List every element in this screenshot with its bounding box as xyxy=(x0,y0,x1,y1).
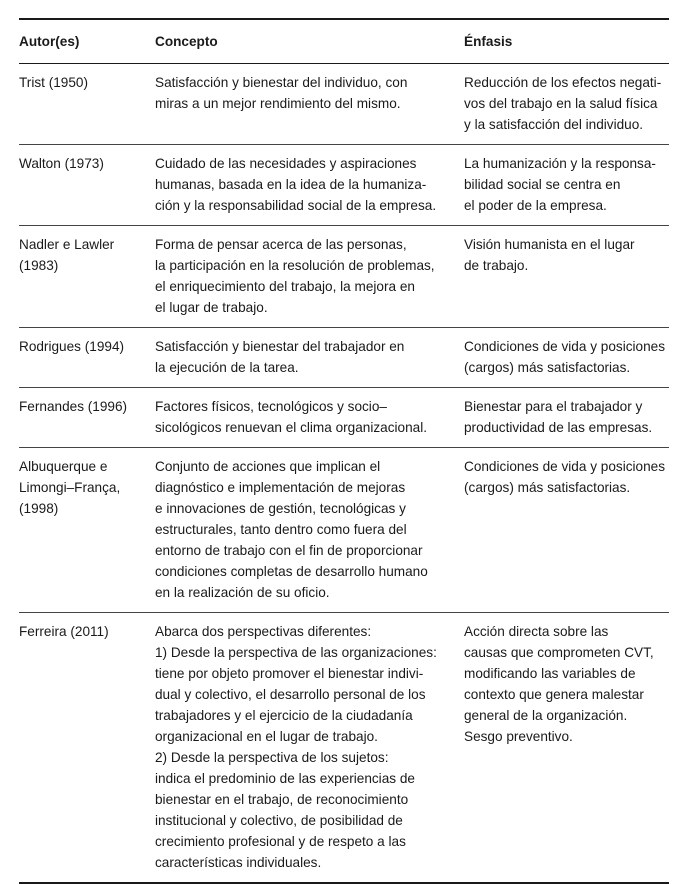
concept-cell xyxy=(155,226,464,327)
author-cell xyxy=(19,448,155,612)
concept-cell-line: características individuales. xyxy=(155,855,322,870)
emphasis-cell-line: Acción directa sobre las xyxy=(464,624,609,639)
emphasis-cell-line: Condiciones de vida y posiciones xyxy=(464,339,666,354)
concept-cell-line: trabajadores y el ejercicio de la ciudadanía xyxy=(155,708,413,723)
author-cell-line: (1983) xyxy=(19,258,59,273)
emphasis-cell-line: de trabajo. xyxy=(464,258,529,273)
author-cell-line: Walton (1973) xyxy=(19,156,104,171)
emphasis-cell xyxy=(464,388,669,447)
concept-cell xyxy=(155,388,464,447)
emphasis-cell-line: productividad de las empresas. xyxy=(464,420,653,435)
emphasis-cell xyxy=(464,328,669,387)
emphasis-cell-line: el poder de la empresa. xyxy=(464,198,607,213)
table-row xyxy=(19,144,669,225)
concept-cell-line: organizacional en el lugar de trabajo. xyxy=(155,729,378,744)
concept-cell-line: el enriquecimiento del trabajo, la mejora en xyxy=(155,279,415,294)
emphasis-cell xyxy=(464,226,669,327)
table-header-row xyxy=(19,20,669,63)
author-cell-line: Nadler e Lawler xyxy=(19,237,115,252)
concept-cell-line: humanas, basada en la idea de la humaniza- xyxy=(155,177,427,192)
emphasis-cell xyxy=(464,145,669,225)
emphasis-cell-line: contexto que genera malestar xyxy=(464,687,644,702)
table-row xyxy=(19,327,669,387)
concept-cell-line: diagnóstico e implementación de mejoras xyxy=(155,480,406,495)
header-concept: Concepto xyxy=(155,34,218,49)
author-cell xyxy=(19,328,155,387)
emphasis-cell-line: Reducción de los efectos negati- xyxy=(464,75,662,90)
concept-cell-line: bienestar en el trabajo, de reconocimiento xyxy=(155,792,409,807)
concept-cell xyxy=(155,613,464,882)
concept-cell-line: el lugar de trabajo. xyxy=(155,300,268,315)
author-cell-line: Albuquerque e xyxy=(19,459,108,474)
author-cell-line: Trist (1950) xyxy=(19,75,88,90)
table-body xyxy=(19,64,669,882)
emphasis-cell-line: Sesgo preventivo. xyxy=(464,729,573,744)
concept-cell-line: la participación en la resolución de problemas, xyxy=(155,258,435,273)
emphasis-cell xyxy=(464,64,669,144)
author-cell xyxy=(19,64,155,144)
concept-cell-line: Factores físicos, tecnológicos y socio– xyxy=(155,399,387,414)
concept-cell xyxy=(155,328,464,387)
emphasis-cell-line: modificando las variables de xyxy=(464,666,636,681)
header-emphasis: Énfasis xyxy=(464,34,513,49)
table-row xyxy=(19,612,669,882)
author-cell xyxy=(19,226,155,327)
concept-cell-line: 1) Desde la perspectiva de las organizaciones: xyxy=(155,645,437,660)
concept-cell-line: entorno de trabajo con el fin de proporcionar xyxy=(155,543,423,558)
emphasis-cell-line: Condiciones de vida y posiciones xyxy=(464,459,666,474)
table-row xyxy=(19,387,669,447)
author-cell xyxy=(19,388,155,447)
concept-cell xyxy=(155,145,464,225)
concept-cell-line: tiene por objeto promover el bienestar indivi- xyxy=(155,666,424,681)
concept-cell-line: Abarca dos perspectivas diferentes: xyxy=(155,624,372,639)
emphasis-cell-line: Visión humanista en el lugar xyxy=(464,237,635,252)
emphasis-cell xyxy=(464,613,669,882)
concept-cell-line: Satisfacción y bienestar del individuo, con xyxy=(155,75,408,90)
concept-cell-line: crecimiento profesional y de respeto a las xyxy=(155,834,406,849)
concept-cell-line: 2) Desde la perspectiva de los sujetos: xyxy=(155,750,389,765)
emphasis-cell-line: y la satisfacción del individuo. xyxy=(464,117,644,132)
author-cell-line: Fernandes (1996) xyxy=(19,399,128,414)
emphasis-cell xyxy=(464,448,669,612)
concept-cell-line: dual y colectivo, el desarrollo personal de los xyxy=(155,687,426,702)
author-cell-line: Limongi–França, xyxy=(19,480,121,495)
cvt-concepts-table xyxy=(19,18,669,884)
emphasis-cell-line: Bienestar para el trabajador y xyxy=(464,399,643,414)
emphasis-cell-line: (cargos) más satisfactorias. xyxy=(464,480,631,495)
concept-cell-line: en la realización de su oficio. xyxy=(155,585,330,600)
author-cell-line: (1998) xyxy=(19,501,59,516)
concept-cell-line: ción y la responsabilidad social de la empresa. xyxy=(155,198,437,213)
concept-cell-line: e innovaciones de gestión, tecnológicas y xyxy=(155,501,406,516)
concept-cell-line: institucional y colectivo, de posibilidad de xyxy=(155,813,403,828)
concept-cell-line: Satisfacción y bienestar del trabajador en xyxy=(155,339,405,354)
concept-cell xyxy=(155,64,464,144)
table-row xyxy=(19,447,669,612)
concept-cell-line: sicológicos renuevan el clima organizacional. xyxy=(155,420,428,435)
table-row xyxy=(19,225,669,327)
concept-cell-line: Conjunto de acciones que implican el xyxy=(155,459,381,474)
concept-cell-line: condiciones completas de desarrollo humano xyxy=(155,564,428,579)
emphasis-cell-line: vos del trabajo en la salud física xyxy=(464,96,658,111)
concept-cell-line: estructurales, tanto dentro como fuera del xyxy=(155,522,407,537)
concept-cell xyxy=(155,448,464,612)
concept-cell-line: indica el predominio de las experiencias de xyxy=(155,771,415,786)
emphasis-cell-line: La humanización y la responsa- xyxy=(464,156,656,171)
concept-cell-line: miras a un mejor rendimiento del mismo. xyxy=(155,96,401,111)
author-cell-line: Rodrigues (1994) xyxy=(19,339,125,354)
emphasis-cell-line: causas que comprometen CVT, xyxy=(464,645,654,660)
author-cell xyxy=(19,145,155,225)
concept-cell-line: Cuidado de las necesidades y aspiraciones xyxy=(155,156,417,171)
table-row xyxy=(19,64,669,144)
emphasis-cell-line: general de la organización. xyxy=(464,708,628,723)
emphasis-cell-line: bilidad social se centra en xyxy=(464,177,621,192)
emphasis-cell-line: (cargos) más satisfactorias. xyxy=(464,360,631,375)
author-cell-line: Ferreira (2011) xyxy=(19,624,109,639)
concept-cell-line: Forma de pensar acerca de las personas, xyxy=(155,237,407,252)
concept-cell-line: la ejecución de la tarea. xyxy=(155,360,299,375)
header-author: Autor(es) xyxy=(19,34,80,49)
author-cell xyxy=(19,613,155,882)
